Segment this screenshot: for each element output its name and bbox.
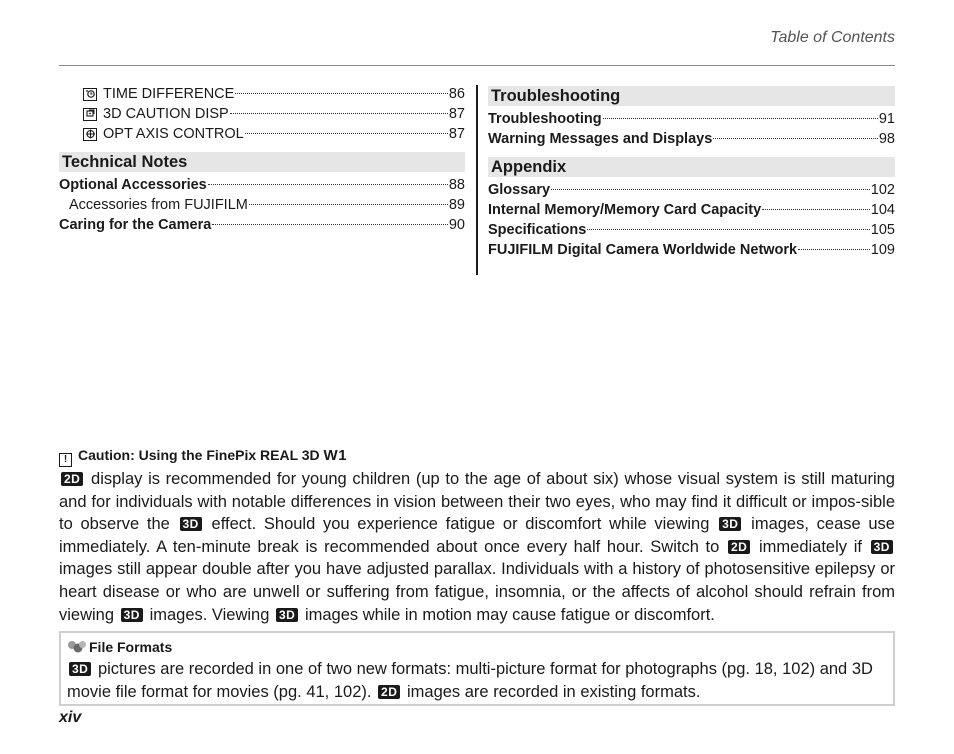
3d-badge: 3D xyxy=(180,517,202,531)
leader-dots xyxy=(713,138,878,139)
toc-item-glossary[interactable] xyxy=(488,180,895,200)
page-number: xiv xyxy=(59,709,82,726)
model-name: W1 xyxy=(323,447,348,464)
toc-item-page: 90 xyxy=(448,217,465,233)
toc-item-page: 98 xyxy=(878,131,895,147)
leader-dots xyxy=(551,189,870,190)
toc-item-page: 102 xyxy=(870,182,895,198)
leader-dots xyxy=(587,229,869,230)
leader-dots xyxy=(212,224,448,225)
toc-item-time-difference[interactable] xyxy=(59,84,465,104)
toc-item-label: Caring for the Camera xyxy=(59,217,212,233)
toc-item-page: 105 xyxy=(870,222,895,238)
leader-dots xyxy=(762,209,870,210)
toc-item-page: 88 xyxy=(448,177,465,193)
toc-item-label: FUJIFILM Digital Camera Worldwide Network xyxy=(488,242,798,258)
leader-dots xyxy=(235,93,448,94)
toc-item-memory-capacity[interactable] xyxy=(488,200,895,220)
toc-item-3d-caution-disp[interactable] xyxy=(59,104,465,124)
toc-item-label: Glossary xyxy=(488,182,551,198)
toc-item-label: Accessories from FUJIFILM xyxy=(69,197,248,213)
header-rule xyxy=(59,65,895,66)
leader-dots xyxy=(249,204,448,205)
toc-left-column xyxy=(59,84,465,235)
toc-item-page: 91 xyxy=(878,111,895,127)
toc-item-caring-for-camera[interactable] xyxy=(59,215,465,235)
toc-item-opt-axis-control[interactable] xyxy=(59,124,465,144)
2d-badge: 2D xyxy=(378,685,400,699)
toc-item-optional-accessories[interactable] xyxy=(59,175,465,195)
caution-title: ! Caution: Using the FinePix REAL 3D W1 xyxy=(59,444,895,466)
leader-dots xyxy=(230,113,448,114)
3d-badge: 3D xyxy=(276,608,298,622)
toc-item-label: 3D CAUTION DISP xyxy=(103,106,229,122)
column-divider xyxy=(476,85,478,275)
toc-right-column xyxy=(488,84,895,260)
opt-axis-icon xyxy=(83,128,97,141)
toc-item-page: 104 xyxy=(870,202,895,218)
toc-item-warning-messages[interactable] xyxy=(488,129,895,149)
toc-item-label: Internal Memory/Memory Card Capacity xyxy=(488,202,762,218)
leader-dots xyxy=(603,118,878,119)
toc-item-page: 87 xyxy=(448,106,465,122)
leader-dots xyxy=(245,133,448,134)
section-heading-troubleshooting: Troubleshooting xyxy=(488,86,895,106)
leader-dots xyxy=(208,184,448,185)
3d-badge: 3D xyxy=(121,608,143,622)
3d-badge: 3D xyxy=(719,517,741,531)
toc-item-label: OPT AXIS CONTROL xyxy=(103,126,244,142)
toc-item-page: 89 xyxy=(448,197,465,213)
file-formats-title: File Formats xyxy=(67,636,887,658)
toc-item-label: TIME DIFFERENCE xyxy=(103,86,235,102)
leader-dots xyxy=(798,249,870,250)
3d-badge: 3D xyxy=(69,662,91,676)
toc-item-specifications[interactable] xyxy=(488,220,895,240)
file-formats-note xyxy=(59,631,895,706)
toc-item-label: Warning Messages and Displays xyxy=(488,131,713,147)
section-heading-technical-notes: Technical Notes xyxy=(59,152,465,172)
file-formats-text: 3D pictures are recorded in one of two new formats: multi-picture format for photographs (pg. 18, 102) and 3D movie file format for movies (pg. 41, 102). 2D images are recorded in existing formats. xyxy=(67,660,873,701)
2d-badge: 2D xyxy=(728,540,750,554)
toc-item-page: 109 xyxy=(870,242,895,258)
toc-item-accessories-from-fujifilm[interactable] xyxy=(59,195,465,215)
toc-item-page: 87 xyxy=(448,126,465,142)
toc-item-label: Troubleshooting xyxy=(488,111,602,127)
memo-icon xyxy=(67,638,87,652)
header-title: Table of Contents xyxy=(770,29,895,46)
section-heading-appendix: Appendix xyxy=(488,157,895,177)
clock-icon xyxy=(83,88,97,101)
3d-badge: 3D xyxy=(871,540,893,554)
toc-item-worldwide-network[interactable] xyxy=(488,240,895,260)
toc-item-page: 86 xyxy=(448,86,465,102)
2d-badge: 2D xyxy=(61,472,83,486)
toc-item-troubleshooting[interactable] xyxy=(488,109,895,129)
caution-block xyxy=(59,444,895,626)
toc-item-label: Optional Accessories xyxy=(59,177,207,193)
toc-item-label: Specifications xyxy=(488,222,587,238)
caution-paragraph: 2D display is recommended for young children (up to the age of about six) whose visual system is still maturing and for individuals with notable differences in vision between their two eyes, who may find it difficult or impos-sible to observe the 3D effect. Should you experience fatigue or discomfort while viewing 3D images, cease use immediately. A ten-minute break is recommended about once every half hour. Switch to 2D immediately if 3D images still appear double after you have adjusted parallax. Individuals with a history of photosensitive epilepsy or heart disease or who are unwell or suffering from fatigue, insomnia, or the affects of alcohol should refrain from viewing 3D images. Viewing 3D images while in motion may cause fatigue or discomfort. xyxy=(59,470,895,624)
3d-caution-icon xyxy=(83,108,97,121)
caution-icon: ! xyxy=(59,453,72,467)
